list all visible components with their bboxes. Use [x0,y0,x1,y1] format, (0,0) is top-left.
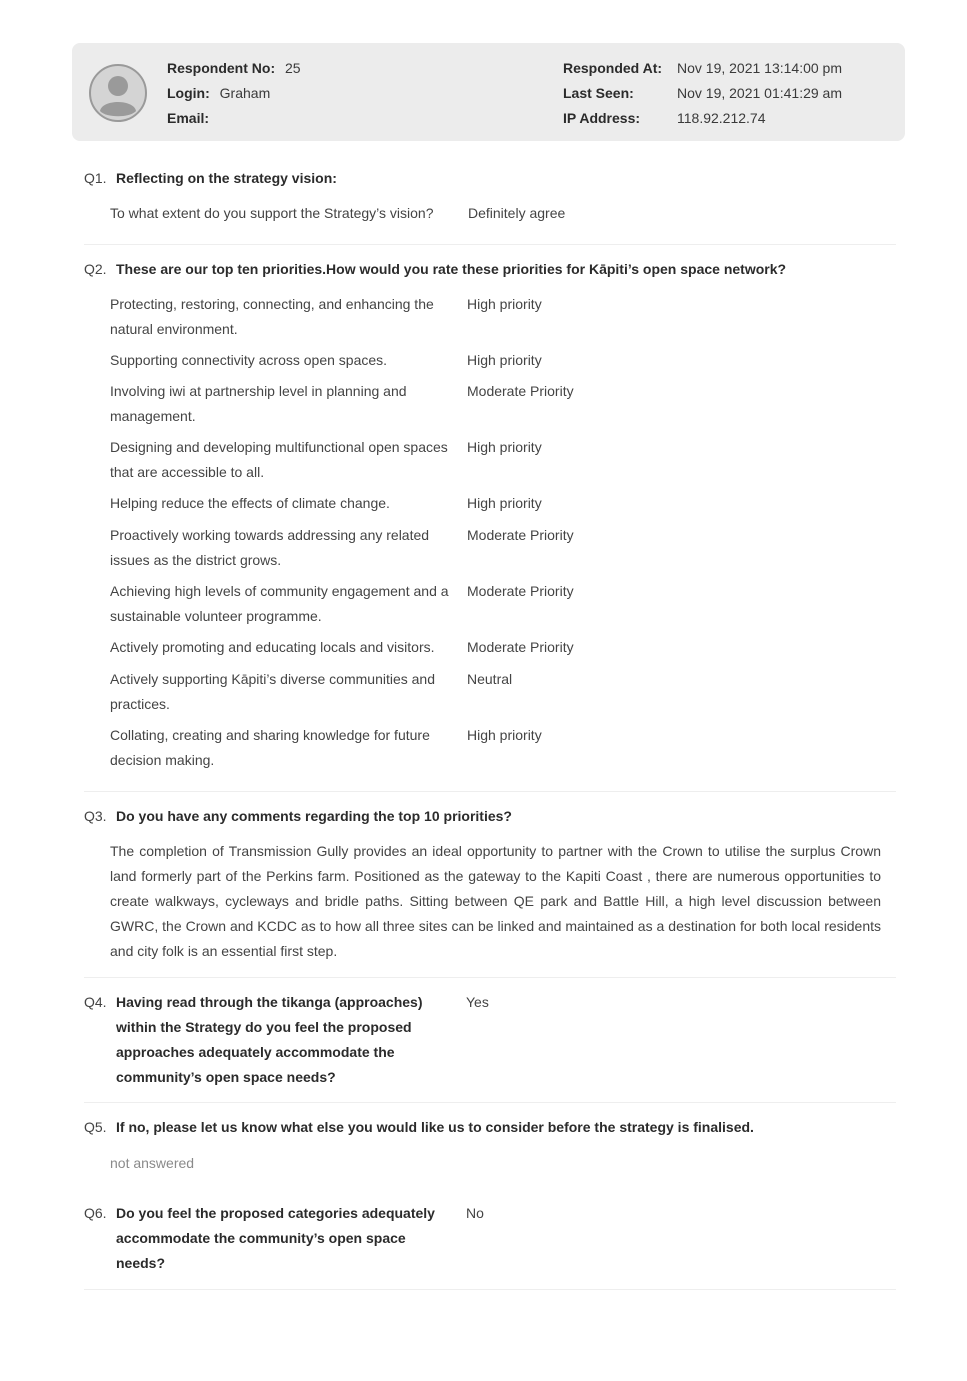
question-number: Q6. [84,1205,107,1221]
login-value: Graham [219,85,271,101]
divider [84,1289,896,1290]
priority-value: Moderate Priority [467,527,574,543]
priority-label: Actively supporting Kāpiti’s diverse communities and practices. [110,671,436,712]
answer-value: Yes [466,994,489,1010]
priority-value: High priority [467,296,542,312]
question-number: Q3. [84,808,107,824]
ip-address-label: IP Address: [563,110,641,126]
priority-value: High priority [467,495,542,511]
question-title: If no, please let us know what else you would like us to consider before the strategy is finalised. [116,1119,754,1135]
user-avatar-icon [88,63,148,123]
respondent-header [72,43,905,141]
question-title: These are our top ten priorities.How would you rate these priorities for Kāpiti’s open space network? [116,261,787,277]
question-number: Q4. [84,994,107,1010]
priority-value: High priority [467,352,542,368]
priority-label: Actively promoting and educating locals and visitors. [110,639,435,655]
question-number: Q1. [84,170,107,186]
respondent-no-value: 25 [285,60,301,76]
email-label: Email: [167,110,210,126]
question-title: Having read through the tikanga (approaches) within the Strategy do you feel the proposed approaches adequately accommodate the community’s open space needs? [116,994,423,1085]
responded-at-row [563,59,863,77]
question-number: Q5. [84,1119,107,1135]
priority-label: Designing and developing multifunctional open spaces that are accessible to all. [110,439,448,480]
answer-label: To what extent do you support the Strategy’s vision? [110,205,434,221]
priority-label: Supporting connectivity across open spaces. [110,352,388,368]
priority-label: Proactively working towards addressing any related issues as the district grows. [110,527,430,568]
question-number: Q2. [84,261,107,277]
login-label: Login: [167,85,210,101]
last-seen-row [563,84,863,102]
last-seen-value: Nov 19, 2021 01:41:29 am [677,85,843,101]
priority-label: Protecting, restoring, connecting, and enhancing the natural environment. [110,296,434,337]
question-title: Do you feel the proposed categories adequately accommodate the community’s open space needs? [116,1205,435,1271]
last-seen-label: Last Seen: [563,85,634,101]
question-title: Reflecting on the strategy vision: [116,170,337,186]
priority-value: High priority [467,727,542,743]
priority-label: Achieving high levels of community engagement and a sustainable volunteer programme. [110,583,449,624]
ip-address-row [563,109,863,127]
priority-label: Helping reduce the effects of climate change. [110,495,390,511]
divider [84,977,896,978]
respondent-no-row [167,59,301,77]
comment-answer: The completion of Transmission Gully provides an ideal opportunity to partner with the Crown to utilise the surplus Crown land formerly part of the Perkins farm. Positioned as the gateway to the Kapiti Coast , there are numerous opportunities to create walkways, cycleways and bridle paths. Sitting between QE park and Battle Hill, a high level discussion between GWRC, the Crown and KCDC as to how all three sites can be linked and maintained as a destination for both local residents and city folk is an essential first step. [110,843,881,959]
respondent-no-label: Respondent No: [167,60,276,76]
priority-value: Moderate Priority [467,583,574,599]
answer-value: No [466,1205,484,1221]
responded-at-label: Responded At: [563,60,663,76]
divider [84,1102,896,1103]
priority-value: Moderate Priority [467,383,574,399]
question-title: Do you have any comments regarding the top 10 priorities? [116,808,512,824]
divider [84,244,896,245]
login-row [167,84,270,102]
responded-at-value: Nov 19, 2021 13:14:00 pm [677,60,843,76]
email-row [167,109,215,127]
priority-value: Moderate Priority [467,639,574,655]
answer-value: Definitely agree [468,205,566,221]
priority-value: Neutral [467,671,513,687]
divider [84,791,896,792]
priority-label: Involving iwi at partnership level in planning and management. [110,383,407,424]
ip-address-value: 118.92.212.74 [677,110,766,126]
priority-label: Collating, creating and sharing knowledge for future decision making. [110,727,430,768]
not-answered-text: not answered [110,1155,195,1171]
priority-value: High priority [467,439,542,455]
